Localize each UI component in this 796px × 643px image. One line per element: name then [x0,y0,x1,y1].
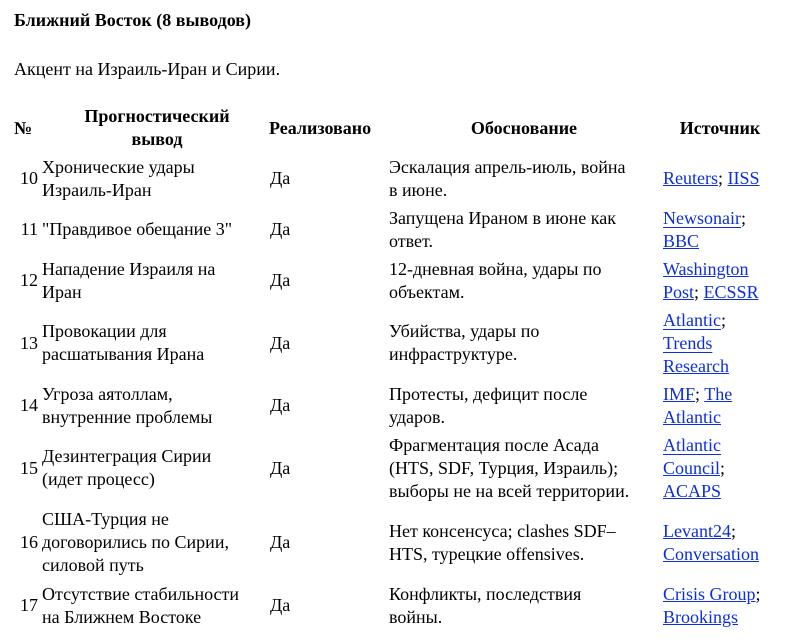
row-rationale [389,156,626,202]
rationale-line: ответ. [389,231,434,251]
conclusion-line: Отсутствие стабильности [42,584,240,604]
conclusion-line: расшатывания Ирана [42,344,205,364]
row-realized: Да [270,395,291,415]
row-conclusion [42,320,204,366]
header-source: Источник [679,118,761,138]
header-realized: Реализовано [269,118,372,138]
conclusion-line: внутренние проблемы [42,407,213,427]
source-link-trends-research[interactable]: Trends [663,333,713,353]
source-link-the-atlantic[interactable]: The [704,384,733,404]
row-realized: Да [270,219,291,239]
source-link-crisis-group[interactable]: Crisis Group [663,584,756,604]
row-conclusion [42,445,211,491]
row-number: 15 [20,458,38,478]
row-conclusion [42,508,229,577]
rationale-line: Конфликты, последствия [389,584,582,604]
source-link-ecssr[interactable]: ECSSR [703,282,759,302]
row-sources [663,434,725,503]
source-separator: ; [717,168,728,188]
source-link-imf[interactable]: IMF [663,384,696,404]
source-link-trends-research[interactable]: Research [663,356,729,376]
row-realized: Да [270,532,291,552]
row-sources [663,258,759,304]
conclusion-line: на Ближнем Востоке [42,607,202,627]
row-number: 11 [20,219,38,239]
row-sources [663,207,746,253]
row-sources [663,583,761,629]
row-realized: Да [270,458,291,478]
rationale-line: Запущена Ираном в июне как [389,208,616,228]
source-separator: ; [695,384,705,404]
row-conclusion [42,156,195,202]
source-link-atlantic[interactable]: Atlantic [663,310,721,330]
row-sources [663,383,732,429]
rationale-line: инфраструктуре. [389,344,518,364]
source-separator: ; [730,521,736,541]
source-link-reuters[interactable]: Reuters [663,168,718,188]
row-conclusion [42,258,215,304]
row-realized: Да [270,595,291,615]
rationale-line: объектам. [389,282,465,302]
conclusion-line: "Правдивое обещание 3" [42,219,233,239]
source-link-brookings[interactable]: Brookings [663,607,739,627]
row-sources [663,520,759,566]
source-separator: ; [720,310,726,330]
row-number: 14 [20,395,38,415]
conclusion-line: Израиль-Иран [42,180,152,200]
source-separator: ; [740,208,746,228]
rationale-line: войны. [389,607,443,627]
row-number: 16 [20,532,38,552]
source-link-bbc[interactable]: BBC [663,231,700,251]
row-number: 17 [20,595,38,615]
row-rationale [389,207,616,253]
conclusion-line: Провокации для [42,321,167,341]
source-link-iiss[interactable]: IISS [727,168,760,188]
rationale-line: ударов. [389,407,446,427]
row-rationale [389,583,581,629]
conclusion-line: Иран [42,282,82,302]
source-link-atlantic-council[interactable]: Council [663,458,720,478]
row-rationale [389,383,587,429]
header-conclusion [44,105,270,151]
source-link-conversation[interactable]: Conversation [663,544,759,564]
page-subtitle: Акцент на Израиль-Иран и Сирии. [14,59,281,79]
rationale-line: Убийства, удары по [389,321,540,341]
conclusion-line: США-Турция не [42,509,169,529]
conclusion-line: Хронические удары [42,157,195,177]
rationale-line: Нет консенсуса; clashes SDF– [389,521,616,541]
row-realized: Да [270,270,291,290]
source-link-levant24[interactable]: Levant24 [663,521,731,541]
row-number: 12 [20,270,38,290]
source-link-washington-post[interactable]: Post [663,282,695,302]
row-conclusion [42,383,212,429]
row-conclusion [42,218,232,241]
conclusion-line: Угроза аятоллам, [42,384,173,404]
rationale-line: Эскалация апрель-июль, война [389,157,626,177]
rationale-line: Фрагментация после Асада [389,435,599,455]
conclusion-line: силовой путь [42,555,144,575]
row-rationale [389,434,629,503]
rationale-line: Протесты, дефицит после [389,384,588,404]
header-conclusion-line-2: вывод [131,129,183,149]
source-link-washington-post[interactable]: Washington [663,259,749,279]
source-separator: ; [755,584,761,604]
source-link-the-atlantic[interactable]: Atlantic [663,407,721,427]
row-sources [663,167,760,190]
source-link-newsonair[interactable]: Newsonair [663,208,741,228]
conclusion-line: (идет процесс) [42,469,155,489]
conclusion-line: Нападение Израиля на [42,259,216,279]
row-number: 10 [20,168,38,188]
header-rationale: Обоснование [470,118,578,138]
conclusion-line: договорились по Сирии, [42,532,229,552]
header-num: № [14,118,33,138]
row-number: 13 [20,333,38,353]
rationale-line: (HTS, SDF, Турция, Израиль); [389,458,619,478]
source-link-acaps[interactable]: ACAPS [663,481,722,501]
row-realized: Да [270,168,291,188]
page-title: Ближний Восток (8 выводов) [14,10,251,30]
rationale-line: 12-дневная война, удары по [389,259,602,279]
header-conclusion-line-1: Прогностический [84,106,230,126]
row-rationale [389,520,616,566]
source-separator: ; [720,458,726,478]
row-rationale [389,258,602,304]
row-sources [663,309,729,378]
rationale-line: HTS, турецкие offensives. [389,544,585,564]
row-rationale [389,320,539,366]
rationale-line: выборы не на всей территории. [389,481,630,501]
conclusion-line: Дезинтеграция Сирии [42,446,212,466]
rationale-line: в июне. [389,180,448,200]
row-realized: Да [270,333,291,353]
row-conclusion [42,583,239,629]
source-link-atlantic-council[interactable]: Atlantic [663,435,721,455]
source-separator: ; [694,282,704,302]
